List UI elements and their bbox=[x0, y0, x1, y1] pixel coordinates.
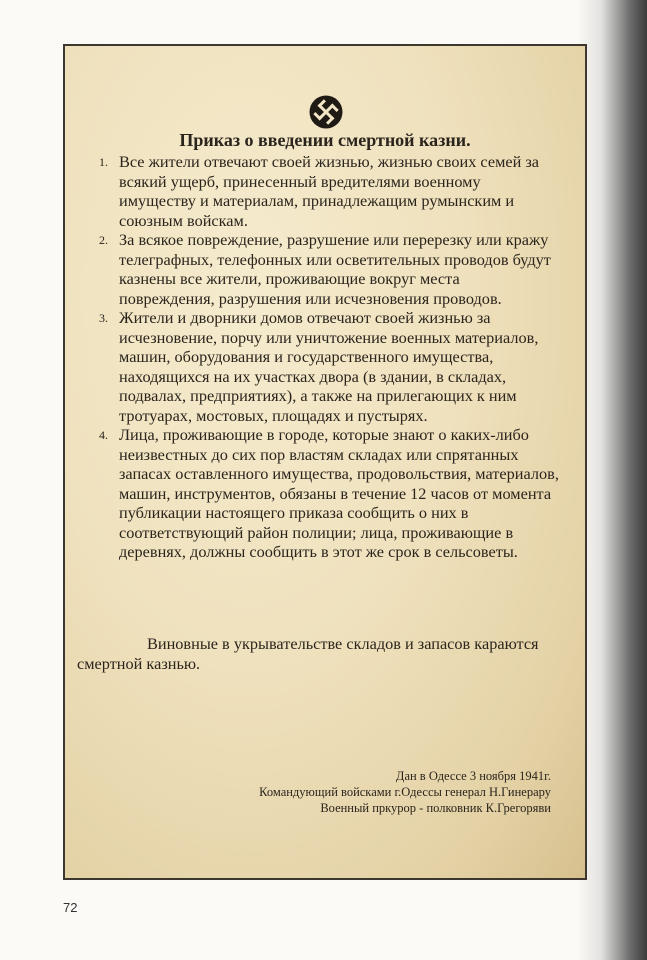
signature-block bbox=[259, 768, 551, 816]
order-poster bbox=[63, 44, 587, 880]
order-title: Приказ о введении смертной казни. bbox=[179, 130, 471, 150]
item-number: 1. bbox=[99, 155, 108, 169]
item-text: За всякое повреждение, разрушение или перерезку или кражу телеграфных, телефонных или осветительных проводов будут казнены все жители, проживающие вокруг места повреждения, разрушения или исчезновения проводов. bbox=[119, 230, 551, 308]
order-item-4 bbox=[99, 425, 559, 562]
item-text: Лица, проживающие в городе, которые знают о каких-либо неизвестных до сих пор властям складах или спрятанных запасах оставленного имущества, продовольствия, материалов, машин, инструментов, обязаны в течение 12 часов от момента публикации настоящего приказа сообщить о них в соответствующий район полиции; лица, проживающие в деревнях, должны сообщить в этот же срок в сельсоветы. bbox=[119, 425, 559, 561]
item-text: Все жители отвечают своей жизнью, жизнью своих семей за всякий ущерб, принесенный вредителями военному имуществу и материалам, принадлежащим румынским и союзным войскам. bbox=[119, 152, 540, 230]
item-number: 4. bbox=[99, 428, 108, 442]
order-item-1 bbox=[99, 152, 559, 230]
signature-date-line: Дан в Одессе 3 ноября 1941г. bbox=[395, 769, 551, 783]
item-number: 2. bbox=[99, 233, 108, 247]
page-number: 72 bbox=[63, 900, 78, 915]
signature-prosecutor-line: Военный пркурор - полковник К.Грегоряви bbox=[320, 801, 551, 815]
order-item-2 bbox=[99, 230, 559, 308]
item-text: Жители и дворники домов отвечают своей жизнью за исчезновение, порчу или уничтожение военных материалов, машин, оборудования и государственного имущества, находящихся на их участках двора (в здании, в складах, подвалах, предприятиях), а также на прилегающих к ним тротуарах, мостовых, площадях и пустырях. bbox=[119, 308, 539, 425]
signature-commander-line: Командующий войсками г.Одессы генерал Н.Гинерару bbox=[259, 785, 551, 799]
order-list bbox=[99, 152, 559, 562]
order-item-3 bbox=[99, 308, 559, 425]
item-number: 3. bbox=[99, 311, 108, 325]
book-gutter-shadow bbox=[577, 0, 647, 960]
swastika-emblem-icon bbox=[309, 95, 343, 129]
closing-paragraph: Виновные в укрывательстве складов и запасов караются смертной казнью. bbox=[77, 634, 539, 673]
